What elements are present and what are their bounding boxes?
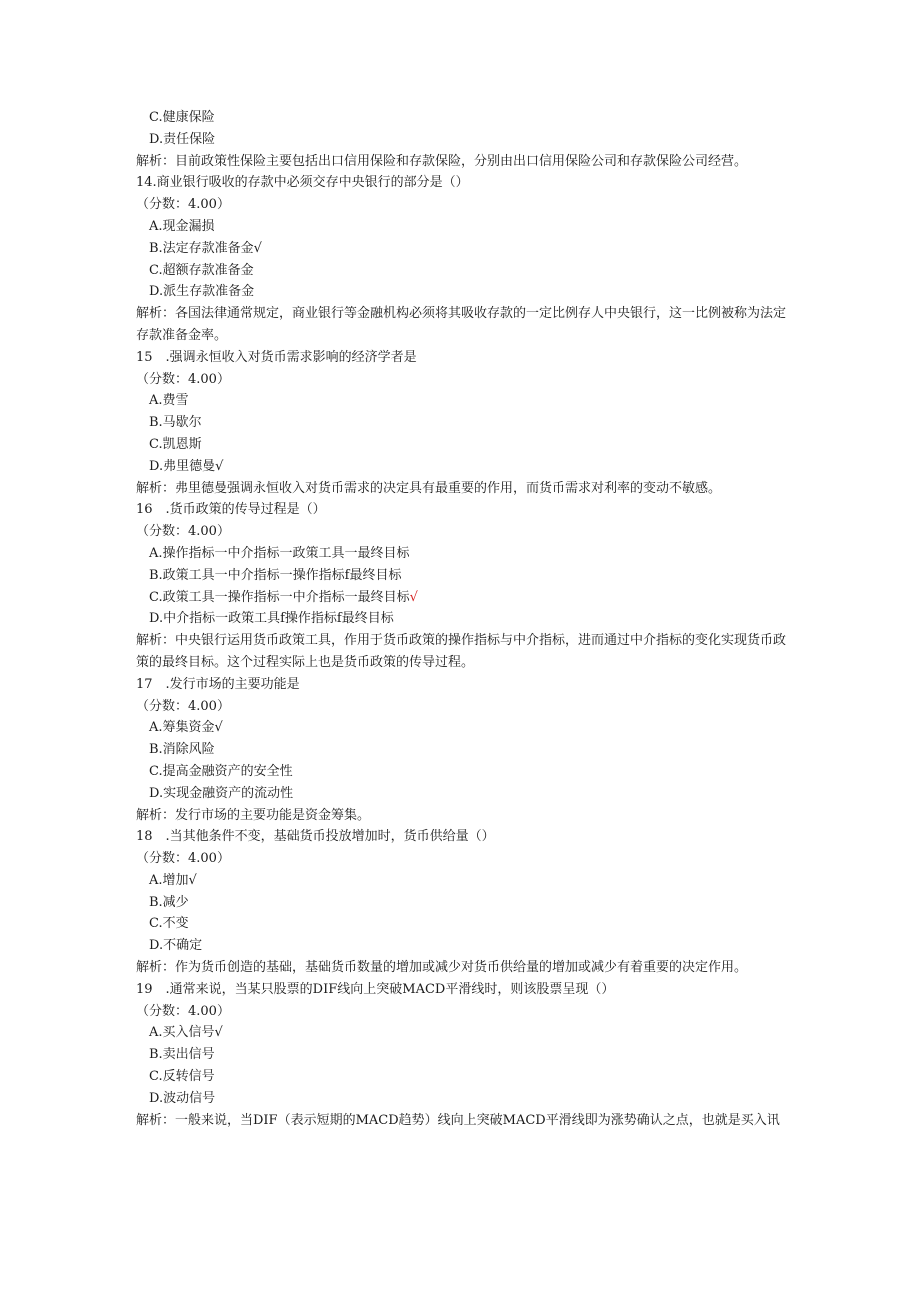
option-c: C.反转信号	[149, 1069, 215, 1085]
question-score: （分数：4.00）	[136, 197, 230, 213]
question-score: （分数：4.00）	[136, 851, 230, 867]
analysis-text: 解析：一般来说，当DIF（表示短期的MACD趋势）线向上突破MACD平滑线即为涨势确认之点，也就是买入讯	[136, 1112, 780, 1128]
option-d: D.实现金融资产的流动性	[149, 785, 294, 801]
option-d: D.波动信号	[149, 1090, 216, 1106]
option-a: A.增加√	[149, 872, 197, 888]
option-a: A.筹集资金√	[149, 720, 223, 736]
option-d: D.中介指标一政策工具f操作指标f最终目标	[149, 611, 394, 627]
question-stem: 19 .通常来说，当某只股票的DIF线向上突破MACD平滑线时，则该股票呈现（）	[136, 981, 615, 997]
question-stem: 15 .强调永恒收入对货币需求影响的经济学者是	[136, 349, 417, 365]
check-mark-icon: √	[409, 589, 418, 605]
option-a: A.现金漏损	[149, 218, 215, 234]
option-a: A.买入信号√	[149, 1025, 223, 1041]
analysis-text: 解析：弗里德曼强调永恒收入对货币需求的决定具有最重要的作用，而货币需求对利率的变动不敏感。	[136, 480, 722, 496]
question-block-15	[136, 347, 786, 500]
option-d: D.不确定	[149, 938, 203, 954]
analysis-text: 解析：各国法律通常规定，商业银行等金融机构必须将其吸收存款的一定比例存人中央银行，这一比例被称为法定存款准备金率。	[136, 306, 787, 343]
exam-page	[136, 107, 786, 1131]
option-b: B.减少	[149, 894, 189, 910]
option-b: B.政策工具一中介指标一操作指标f最终目标	[149, 567, 402, 583]
question-score: （分数：4.00）	[136, 698, 230, 714]
option-c: C.凯恩斯	[149, 436, 202, 452]
option-b: B.法定存款准备金√	[149, 240, 262, 256]
option-a: A.费雪	[149, 393, 189, 409]
option-b: B.消除风险	[149, 742, 215, 758]
question-score: （分数：4.00）	[136, 1003, 230, 1019]
option-b: B.马歇尔	[149, 415, 202, 431]
option-d: D.弗里德曼√	[149, 458, 224, 474]
option-d: D.派生存款准备金	[149, 284, 255, 300]
question-score: （分数：4.00）	[136, 524, 230, 540]
question-stem: 18 .当其他条件不变，基础货币投放增加时，货币供给量（）	[136, 829, 495, 845]
option-c: C.不变	[149, 916, 189, 932]
option-c: C.健康保险	[149, 110, 215, 125]
question-stem: 14.商业银行吸收的存款中必须交存中央银行的部分是（）	[136, 175, 469, 191]
option-d: D.责任保险	[149, 131, 216, 147]
analysis-text: 解析：作为货币创造的基础，基础货币数量的增加或减少对货币供给量的增加或减少有着重要的决定作用。	[136, 960, 748, 976]
option-c-row	[136, 587, 786, 609]
option-a: A.操作指标一中介指标一政策工具一最终目标	[149, 545, 410, 561]
option-c: C.提高金融资产的安全性	[149, 763, 293, 779]
option-b: B.卖出信号	[149, 1047, 215, 1063]
question-block-19	[136, 979, 786, 1132]
question-block-14	[136, 172, 786, 346]
option-c: C.政策工具一操作指标一中介指标一最终目标	[149, 589, 410, 605]
question-block-18	[136, 826, 786, 979]
question-score: （分数：4.00）	[136, 371, 230, 387]
question-stem: 16 .货币政策的传导过程是（）	[136, 502, 326, 518]
question-block-16	[136, 499, 786, 673]
analysis-text: 解析：中央银行运用货币政策工具，作用于货币政策的操作指标与中介指标，进而通过中介指标的变化实现货币政策的最终目标。这个过程实际上也是货币政策的传导过程。	[136, 633, 787, 670]
question-stem: 17 .发行市场的主要功能是	[136, 676, 300, 692]
question-block-17	[136, 674, 786, 827]
analysis-text: 解析：发行市场的主要功能是资金筹集。	[136, 807, 371, 823]
option-c: C.超额存款准备金	[149, 262, 254, 278]
analysis-text: 解析：目前政策性保险主要包括出口信用保险和存款保险，分别由出口信用保险公司和存款保险公司经营。	[136, 153, 748, 169]
